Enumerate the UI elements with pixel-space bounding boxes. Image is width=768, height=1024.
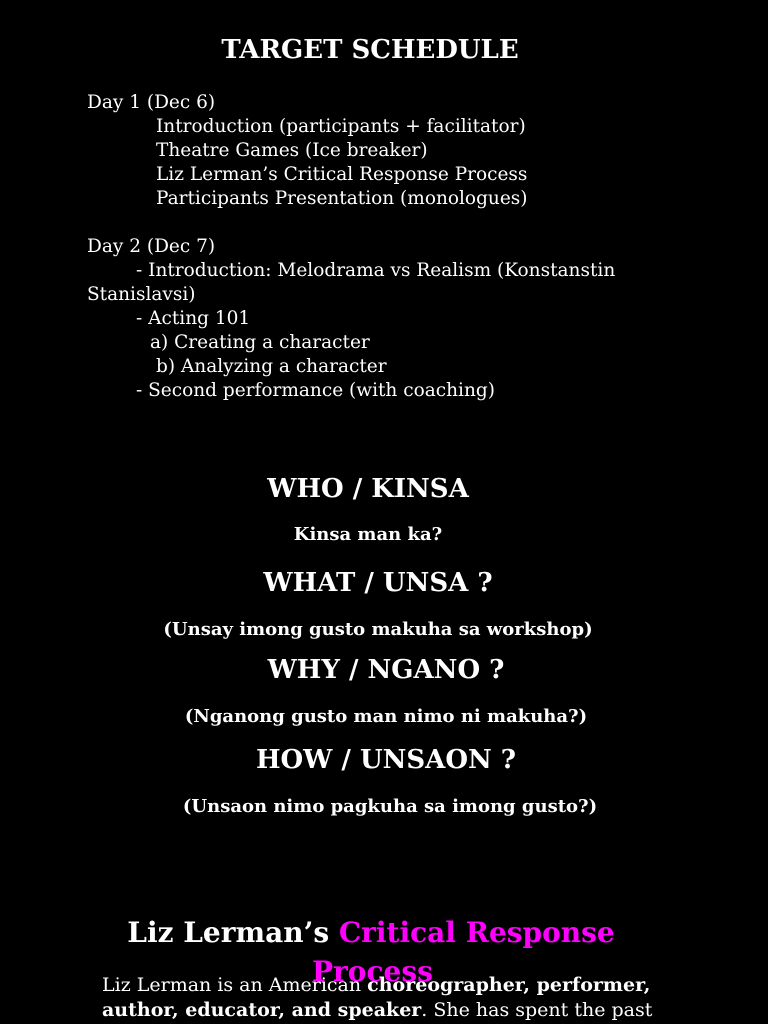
bio-line [102, 998, 652, 1023]
bio-paragraph [102, 973, 652, 1023]
section-title [0, 912, 742, 954]
day1-item: Liz Lerman’s Critical Response Process [156, 164, 528, 185]
bio-text: Liz Lerman is an American [102, 974, 368, 996]
day2-sub-b: b) Analyzing a character [156, 356, 387, 377]
day2-heading: Day 2 (Dec 7) [87, 236, 216, 257]
day2-sub-a: a) Creating a character [150, 332, 370, 353]
day1-item: Theatre Games (Ice breaker) [156, 140, 428, 161]
question-heading: WHAT / UNSA ? [263, 568, 493, 598]
question-heading: WHO / KINSA [267, 474, 469, 504]
question-subtext: Kinsa man ka? [293, 524, 443, 545]
bio-emphasis: author, educator, and speaker [102, 999, 422, 1021]
day2-intro-cont: Stanislavsi) [87, 284, 196, 305]
day2-intro: - Introduction: Melodrama vs Realism (Konstanstin [136, 260, 616, 281]
question-heading: HOW / UNSAON ? [255, 745, 517, 775]
question-subtext: (Nganong gusto man nimo ni makuha?) [184, 706, 588, 727]
question-subtext: (Unsaon nimo pagkuha sa imong gusto?) [182, 796, 598, 817]
section-title-accent: Critical Response [338, 916, 615, 949]
day1-heading: Day 1 (Dec 6) [87, 92, 216, 113]
bio-emphasis: choreographer, performer, [367, 974, 651, 996]
section-title-accent-cont: Process [312, 955, 433, 988]
bio-line [102, 973, 652, 998]
page-title: TARGET SCHEDULE [221, 35, 519, 65]
day2-second: - Second performance (with coaching) [136, 380, 495, 401]
question-subtext: (Unsay imong gusto makuha sa workshop) [163, 619, 593, 640]
bio-text: . She has spent the past [421, 999, 653, 1021]
question-heading: WHY / NGANO ? [267, 655, 505, 685]
day1-item: Introduction (participants + facilitator) [156, 116, 526, 137]
day1-item: Participants Presentation (monologues) [156, 188, 528, 209]
section-title-prefix: Liz Lerman’s [127, 916, 339, 949]
day2-acting: - Acting 101 [136, 308, 251, 329]
